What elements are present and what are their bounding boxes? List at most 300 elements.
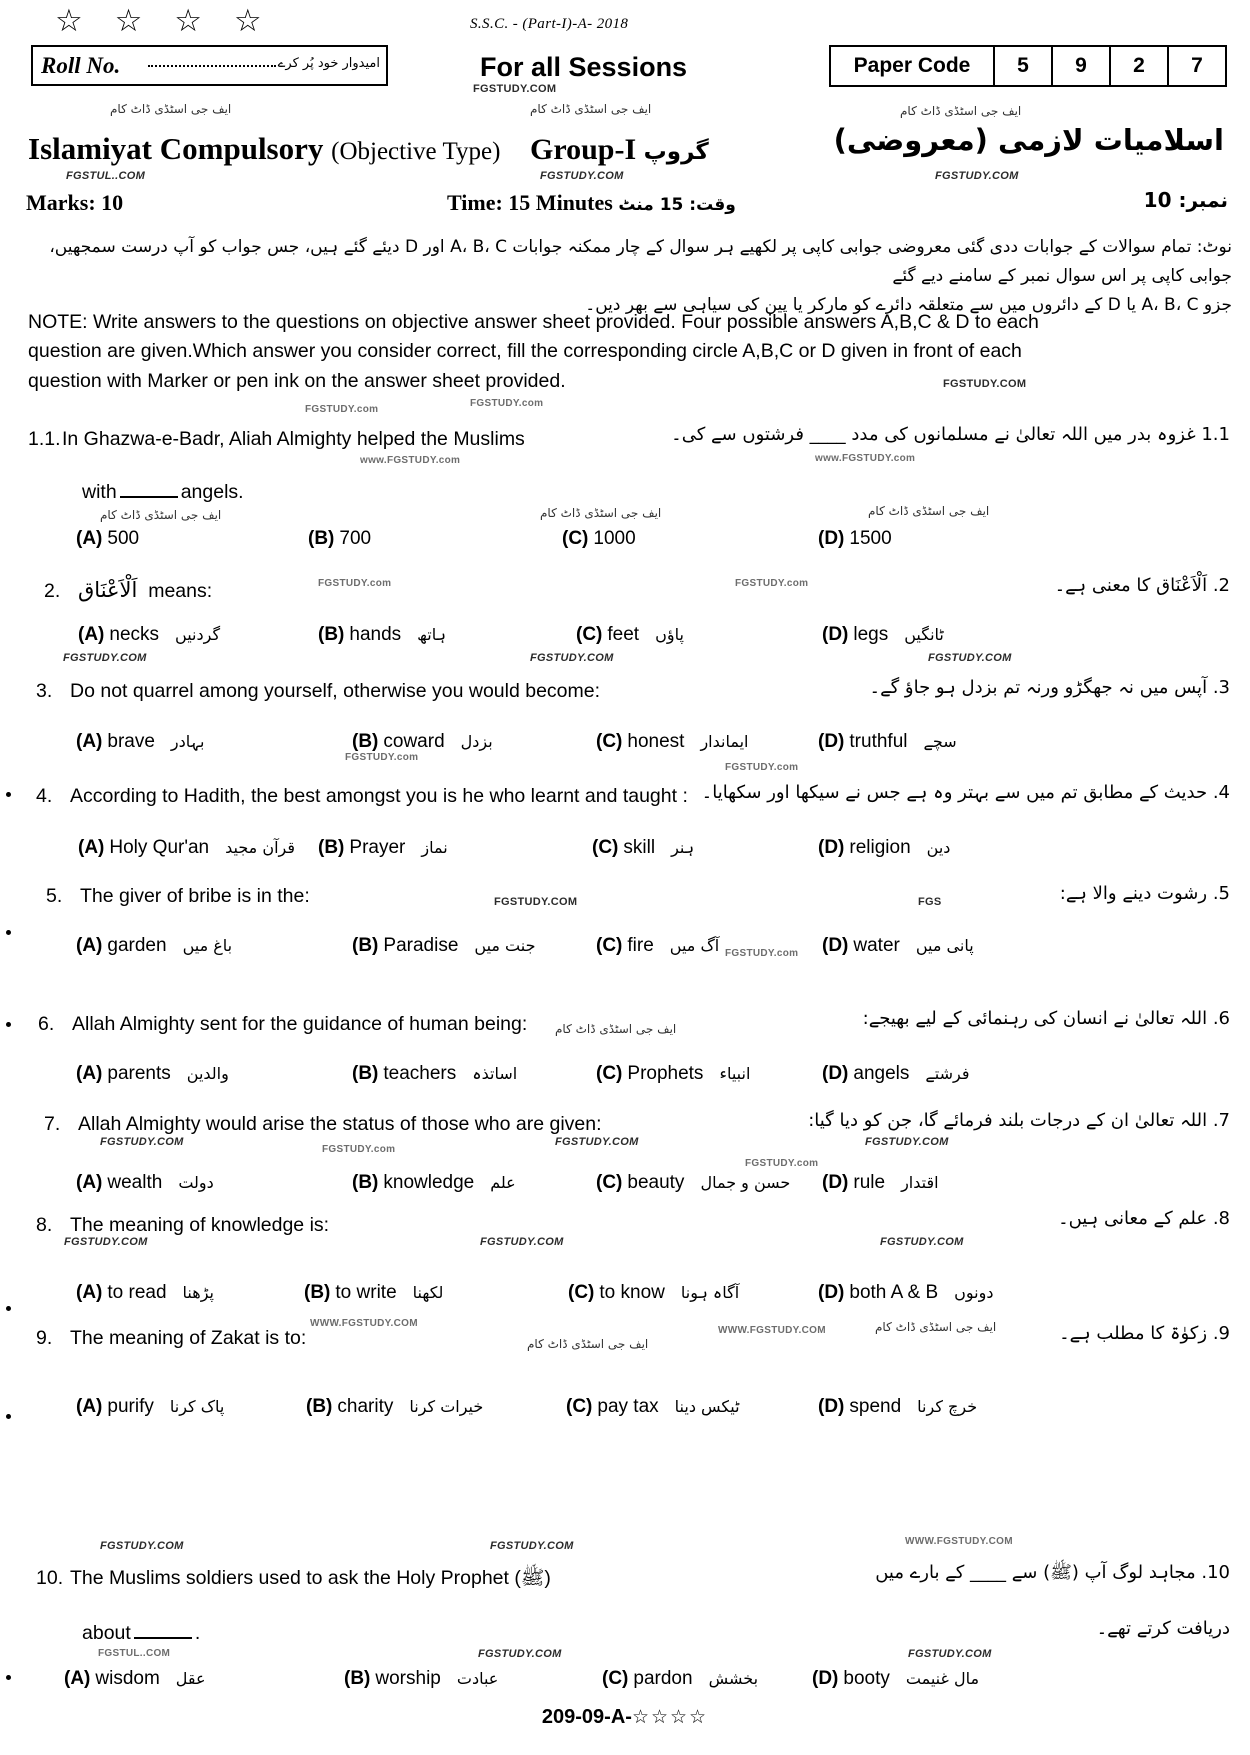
option-key: (B) [344,1668,371,1689]
subject-title-en: Islamiyat Compulsory [28,131,324,166]
option-key: (D) [818,1282,845,1303]
option-text-ur: خرچ کرنا [917,1397,978,1416]
question-7-number-ur: 7. [1212,1110,1230,1131]
option-text: 700 [339,528,372,549]
time-label-ur: وقت: 15 منٹ [618,195,736,215]
option-text: garden [107,935,167,956]
question-2-option-b[interactable] [318,624,446,646]
question-8-option-d[interactable] [818,1282,993,1304]
question-5-options [0,935,1250,965]
option-text: wealth [107,1172,163,1193]
option-text: angels [853,1063,910,1084]
option-key: (B) [352,1063,379,1084]
question-6-option-c[interactable] [596,1063,750,1085]
question-2-means-label: means: [148,580,213,602]
edge-mark [6,792,11,797]
watermark-urdu: ایف جی اسٹڈی ڈاٹ کام [100,508,222,522]
option-text: worship [375,1668,441,1689]
question-4-stem-en: According to Hadith, the best amongst you is he who learnt and taught : [70,785,688,807]
question-4-number: 4. [36,785,53,807]
watermark: FGSTUL..COM [98,1648,171,1659]
option-text-ur: بہادر [170,732,205,751]
question-5-option-d[interactable] [822,935,974,957]
question-8-option-a[interactable] [76,1282,214,1304]
question-2-options [0,624,1250,654]
watermark: FGSTUDY.com [318,578,392,589]
option-text: brave [107,731,155,752]
roll-number-dotted-line[interactable] [148,65,276,67]
option-key: (B) [352,731,379,752]
option-key: (C) [596,1172,623,1193]
option-text: religion [849,837,911,858]
question-7-option-a[interactable] [76,1172,214,1194]
group-label-ur: گروپ [643,139,709,165]
option-text-ur: ہنر [671,838,695,857]
option-key: (D) [818,528,845,549]
question-10-option-d[interactable] [812,1668,979,1690]
option-key: (A) [64,1668,91,1689]
question-1-text-en-line2 [82,481,244,504]
option-key: (D) [822,1172,849,1193]
option-text-ur: مال غنیمت [905,1669,980,1688]
question-3-options [0,731,1250,761]
watermark: FGSTUDY.COM [100,1540,184,1552]
watermark: FGSTUDY.com [322,1144,396,1155]
question-2-arabic-term: اَلْاَعْنَاق [78,578,138,602]
question-8-text-en [36,1214,329,1237]
for-all-sessions-label: For all Sessions [480,52,688,82]
watermark: www.FGSTUDY.com [815,453,916,464]
question-4-text-ur [702,782,1230,803]
option-text-ur: پاؤں [655,625,684,644]
question-3-number-ur: 3. [1212,677,1230,698]
roll-number-urdu-note: امیدوار خود پُر کرے [277,56,380,71]
watermark: FGSTUDY.COM [64,1236,148,1248]
option-text-ur: جنت میں [474,936,536,955]
question-2-text-en [44,578,212,603]
roll-number-box [31,45,388,86]
option-key: (B) [318,837,345,858]
watermark: FGSTUDY.COM [530,652,614,664]
option-key: (D) [818,1396,845,1417]
watermark: FGSTUDY.COM [490,1540,574,1552]
option-key: (A) [78,624,105,645]
option-text-ur: عقل [175,1669,206,1688]
paper-type-label: (Objective Type) [331,138,501,165]
option-text: necks [109,624,160,645]
option-text: wisdom [95,1668,160,1689]
question-5-option-b[interactable] [352,935,535,957]
question-2-option-d[interactable] [822,624,944,646]
option-text: to read [107,1282,167,1303]
question-8-number: 8. [36,1214,53,1236]
question-3-text-ur [870,677,1230,698]
watermark-urdu: ایف جی اسٹڈی ڈاٹ کام [527,1337,649,1351]
watermark: FGSTUDY.COM [880,1236,964,1248]
watermark: FGSTUDY.COM [935,170,1019,182]
option-key: (A) [78,837,105,858]
option-key: (A) [76,1396,103,1417]
edge-mark [6,930,11,935]
question-5-text-en [46,885,310,908]
question-1-text-ur [671,424,1230,445]
question-1-angels-label: angels. [180,481,244,503]
option-key: (D) [818,837,845,858]
header-stars: ☆ ☆ ☆ ☆ [55,3,273,39]
question-1-option-b[interactable] [308,528,371,550]
option-text-ur: قرآن مجید [225,838,296,857]
option-key: (A) [76,731,103,752]
option-text: 1500 [849,528,892,549]
question-7-stem-ur: اللہ تعالیٰ ان کے درجات بلند فرمائے گا، جن کو دیا گیا: [808,1110,1208,1131]
paper-code-digit-1: 5 [995,47,1053,85]
edge-mark [6,1022,11,1027]
time-label [447,190,736,216]
question-9-option-d[interactable] [818,1396,977,1418]
question-10-stem-ur-2: دریافت کرتے تھے۔ [1096,1618,1230,1639]
question-9-number-ur: 9. [1212,1323,1230,1344]
option-text-ur: انبیاء [719,1064,751,1083]
paper-code-digit-3: 2 [1111,47,1169,85]
option-text: truthful [849,731,908,752]
option-key: (B) [352,935,379,956]
question-1-text-en [28,428,525,451]
option-text: parents [107,1063,171,1084]
question-10-period: . [194,1622,201,1644]
question-1-options [0,528,1250,558]
watermark: www.FGSTUDY.com [360,455,461,466]
option-text-ur: فرشتے [925,1064,970,1083]
question-9-number: 9. [36,1327,53,1349]
option-key: (D) [822,935,849,956]
question-2-option-a[interactable] [78,624,220,646]
watermark: FGSTUDY.COM [100,1136,184,1148]
option-text: Holy Qur'an [109,837,210,858]
watermark: FGSTUDY.com [345,752,419,763]
question-6-stem-en: Allah Almighty sent for the guidance of human being: [72,1013,528,1035]
question-3-stem-ur: آپس میں نہ جھگڑو ورنہ تم بزدل ہو جاؤ گے۔ [869,677,1208,698]
question-6-option-b[interactable] [352,1063,517,1085]
question-1-stem-en: In Ghazwa-e-Badr, Aliah Almighty helped the Muslims [62,428,525,450]
question-7-option-d[interactable] [822,1172,939,1194]
option-text-ur: نماز [421,838,448,857]
question-4-option-a[interactable] [78,837,295,859]
option-text-ur: ایماندار [700,732,749,751]
note-urdu-line-2: جزو A، B، C یا D کے دائروں میں سے متعلقہ دائرے کو مارکر یا پین کی سیاہی سے بھر دیں۔ [585,294,1232,315]
option-text-ur: پانی میں [915,936,974,955]
option-text: both A & B [849,1282,939,1303]
option-text: charity [337,1396,394,1417]
option-text: water [853,935,900,956]
marks-label: Marks: 10 [26,190,124,215]
option-text: teachers [383,1063,457,1084]
question-4-option-d[interactable] [818,837,950,859]
question-1-blank[interactable] [120,496,178,498]
option-key: (D) [818,731,845,752]
watermark: FGSTUDY.COM [480,1236,564,1248]
question-9-option-a[interactable] [76,1396,224,1418]
option-text: coward [383,731,445,752]
question-1-stem-ur: غزوہ بدر میں اللہ تعالیٰ نے مسلمانوں کی مدد ____ فرشتوں سے کی۔ [671,424,1196,445]
question-4-stem-ur: حدیث کے مطابق تم میں سے بہتر وہ ہے جس نے سیکھا اور سکھایا۔ [701,782,1208,803]
option-text-ur: آگاہ ہونا [680,1283,740,1302]
question-10-text-ur-line2 [1097,1618,1230,1639]
option-text: pardon [633,1668,693,1689]
option-text: legs [853,624,889,645]
question-10-about-label: about [82,1622,131,1644]
question-3-text-en [36,680,600,703]
question-5-text-ur [1060,883,1230,904]
watermark: FGSTUDY.COM [473,83,557,95]
option-text-ur: بخشش [708,1669,759,1688]
option-key: (B) [306,1396,333,1417]
option-key: (B) [352,1172,379,1193]
option-text: rule [853,1172,886,1193]
question-1-number: 1.1. [28,428,61,450]
question-8-option-c[interactable] [568,1282,739,1304]
option-key: (B) [318,624,345,645]
watermark: FGSTUDY.com [725,762,799,773]
question-10-option-b[interactable] [344,1668,498,1690]
watermark-urdu: ایف جی اسٹڈی ڈاٹ کام [555,1022,677,1036]
watermark: FGSTUDY.COM [865,1136,949,1148]
option-text-ur: دونوں [954,1283,994,1302]
option-text: hands [349,624,402,645]
question-7-option-b[interactable] [352,1172,516,1194]
question-5-stem-en: The giver of bribe is in the: [80,885,310,907]
question-10-blank[interactable] [134,1637,192,1639]
option-key: (A) [76,935,103,956]
question-7-text-en [44,1113,602,1136]
roll-number-label: Roll No. [41,53,121,78]
footer-stars: ☆☆☆☆ [631,1706,709,1728]
question-7-stem-en: Allah Almighty would arise the status of those who are given: [78,1113,602,1135]
option-text: to know [599,1282,665,1303]
question-6-text-ur [863,1008,1230,1029]
question-3-option-d[interactable] [818,731,957,753]
group-label [530,133,709,167]
exam-session-line: S.S.C. - (Part-I)-A- 2018 [470,16,629,32]
paper-code-box [829,45,1227,87]
question-8-number-ur: 8. [1212,1208,1230,1229]
option-text-ur: گردنیں [175,625,221,644]
option-text: fire [627,935,654,956]
option-key: (B) [304,1282,331,1303]
question-6-number-ur: 6. [1212,1008,1230,1029]
question-6-stem-ur: اللہ تعالیٰ نے انسان کی رہنمائی کے لیے بھیجے: [862,1008,1208,1029]
option-text-ur: ٹیکس دینا [674,1397,740,1416]
option-text-ur: علم [490,1173,516,1192]
question-9-text-ur [1059,1323,1230,1344]
group-label-en: Group-I [530,133,637,166]
option-text: 500 [107,528,140,549]
question-3-option-c[interactable] [596,731,748,753]
option-text-ur: آگ میں [669,936,720,955]
question-10-stem-en: The Muslims soldiers used to ask the Holy Prophet (ﷺ) [70,1567,551,1589]
question-1-option-a[interactable] [76,528,139,550]
watermark: FGSTUDY.COM [494,896,578,908]
subject-title-ur: اسلامیات لازمی (معروضی) [833,123,1224,157]
option-text: Paradise [383,935,459,956]
question-8-option-b[interactable] [304,1282,443,1304]
edge-mark [6,1306,11,1311]
watermark-urdu: ایف جی اسٹڈی ڈاٹ کام [875,1320,997,1334]
question-3-option-a[interactable] [76,731,204,753]
question-2-stem-ur: اَلْاَعْنَاق کا معنی ہے۔ [1054,575,1208,596]
option-text: booty [843,1668,890,1689]
edge-mark [6,1414,11,1419]
question-9-text-en [36,1327,306,1350]
watermark: FGSTUDY.COM [928,652,1012,664]
question-10-stem-ur: مجاہد لوگ آپ (ﷺ) سے ____ کے بارے میں [875,1562,1196,1583]
question-2-number: 2. [44,580,61,602]
watermark-urdu: ایف جی اسٹڈی ڈاٹ کام [530,102,652,116]
option-text-ur: پڑھنا [182,1283,214,1302]
option-key: (C) [592,837,619,858]
question-9-option-c[interactable] [566,1396,740,1418]
question-7-text-ur [808,1110,1230,1131]
question-9-options [0,1396,1250,1426]
watermark: FGSTUDY.com [470,398,544,409]
footer-code: 209-09-A- [541,1706,632,1728]
watermark: FGSTUDY.COM [908,1648,992,1660]
question-10-option-c[interactable] [602,1668,758,1690]
question-2-option-c[interactable] [576,624,684,646]
watermark: FGSTUDY.COM [943,378,1027,390]
question-3-option-b[interactable] [352,731,493,753]
option-key: (A) [76,528,103,549]
question-10-text-en [36,1566,551,1594]
question-3-stem-en: Do not quarrel among yourself, otherwise you would become: [70,680,601,702]
question-7-option-c[interactable] [596,1172,790,1194]
option-text: 1000 [593,528,636,549]
question-3-number: 3. [36,680,53,702]
option-text-ur: ٹانگیں [904,625,944,644]
watermark: FGSTUDY.COM [478,1648,562,1660]
question-4-option-c[interactable] [592,837,694,859]
question-2-number-ur: 2. [1212,575,1230,596]
option-text: Prophets [627,1063,704,1084]
watermark: FGSTUDY.COM [555,1136,639,1148]
option-key: (C) [596,1063,623,1084]
edge-mark [6,1675,11,1680]
question-5-number: 5. [46,885,63,907]
watermark: FGS [918,896,942,908]
option-key: (A) [76,1172,103,1193]
option-text: Prayer [349,837,406,858]
option-key: (D) [812,1668,839,1689]
option-key: (A) [76,1282,103,1303]
note-urdu-line-1: نوٹ: تمام سوالات کے جوابات ددی گئی معروضی جوابی کاپی پر لکھیے ہر سوال کے چار ممکنہ جوابات A، B، C اور D دیئے گئے ہیں، جس جواب کو آپ درست سمجھیں، جوابی کاپی پر اس سوال نمبر کے سامنے دیے گئے [49,237,1232,286]
option-text-ur: اساتذہ [472,1064,518,1083]
question-6-text-en [38,1013,527,1036]
watermark-urdu: ایف جی اسٹڈی ڈاٹ کام [110,102,232,116]
watermark-urdu: ایف جی اسٹڈی ڈاٹ کام [868,504,990,518]
watermark: FGSTUDY.com [305,404,379,415]
option-key: (D) [822,624,849,645]
option-text-ur: بزدل [460,732,493,751]
question-4-options [0,837,1250,867]
watermark: FGSTUDY.com [725,948,799,959]
option-key: (C) [566,1396,593,1417]
page-title [28,131,500,167]
option-text: to write [335,1282,397,1303]
option-key: (A) [76,1063,103,1084]
option-key: (C) [596,731,623,752]
option-text: honest [627,731,685,752]
watermark: WWW.FGSTUDY.COM [718,1325,826,1336]
question-8-stem-ur: علم کے معانی ہیں۔ [1058,1208,1208,1229]
watermark: FGSTUDY.com [735,578,809,589]
option-text-ur: عبادت [456,1669,499,1688]
paper-code-label: Paper Code [831,47,995,85]
question-10-option-a[interactable] [64,1668,206,1690]
question-7-number: 7. [44,1113,61,1135]
question-1-option-c[interactable] [562,528,636,550]
option-text-ur: دولت [178,1173,214,1192]
question-5-option-c[interactable] [596,935,719,957]
option-text: knowledge [383,1172,475,1193]
question-4-number-ur: 4. [1212,782,1230,803]
question-5-option-a[interactable] [76,935,232,957]
option-text-ur: حسن و جمال [700,1173,791,1192]
option-text: purify [107,1396,154,1417]
question-1-with-label: with [82,481,117,503]
option-text: pay tax [597,1396,659,1417]
question-1-option-d[interactable] [818,528,892,550]
question-1-number-ur: 1.1 [1201,424,1230,445]
option-key: (C) [596,935,623,956]
option-text-ur: باغ میں [182,936,233,955]
question-6-option-d[interactable] [822,1063,969,1085]
option-text-ur: خیرات کرنا [409,1397,484,1416]
question-6-option-a[interactable] [76,1063,229,1085]
note-english: NOTE: Write answers to the questions on objective answer sheet provided. Four possible answers A,B,C & D to each question are given.Which answer you consider correct, fill the corresponding circle A,B,C or D given in front of each question with Marker or pen ink on the answer sheet provided. [28,311,1039,392]
option-text-ur: اقتدار [901,1173,939,1192]
question-6-number: 6. [38,1013,55,1035]
option-key: (C) [568,1282,595,1303]
option-text: beauty [627,1172,685,1193]
option-text-ur: لکھنا [412,1283,444,1302]
option-text-ur: سچے [923,732,957,751]
question-8-stem-en: The meaning of knowledge is: [70,1214,330,1236]
watermark: FGSTUDY.com [745,1158,819,1169]
question-10-number-ur: 10. [1201,1562,1230,1583]
question-9-option-b[interactable] [306,1396,483,1418]
question-10-text-en-line2 [82,1622,200,1645]
option-key: (C) [602,1668,629,1689]
watermark: WWW.FGSTUDY.COM [905,1536,1013,1547]
paper-code-digit-4: 7 [1191,54,1203,77]
option-text: spend [849,1396,902,1417]
watermark: FGSTUDY.COM [540,170,624,182]
question-5-stem-ur: رشوت دینے والا ہے: [1059,883,1208,904]
watermark: FGSTUL..COM [66,170,146,182]
option-text-ur: پاک کرنا [169,1397,225,1416]
watermark-urdu: ایف جی اسٹڈی ڈاٹ کام [540,506,662,520]
question-4-option-b[interactable] [318,837,448,859]
option-key: (C) [562,528,589,549]
option-text: feet [607,624,640,645]
note-urdu [17,233,1232,320]
option-key: (C) [576,624,603,645]
option-text-ur: دین [926,838,951,857]
footer [0,1706,1250,1729]
watermark: FGSTUDY.COM [63,652,147,664]
question-8-text-ur [1058,1208,1230,1229]
option-text-ur: ہاتھ [417,625,446,644]
question-10-number: 10. [36,1567,64,1589]
